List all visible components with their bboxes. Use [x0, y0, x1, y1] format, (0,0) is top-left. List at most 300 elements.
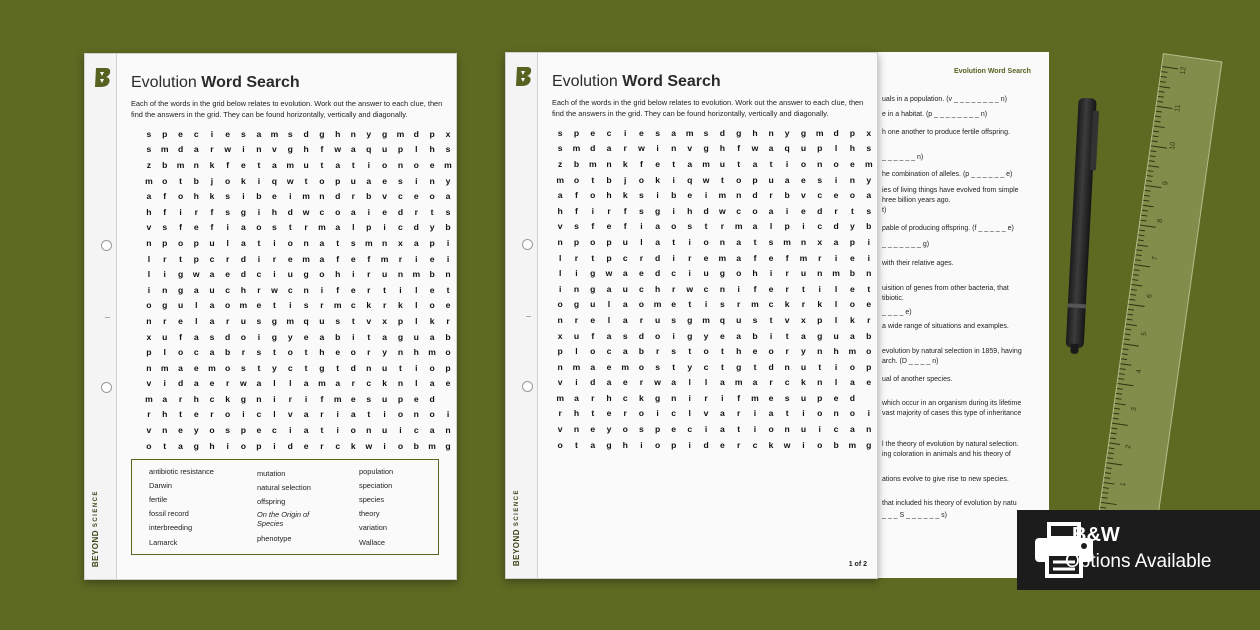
grid-letter: y — [272, 362, 277, 373]
grid-letter: i — [399, 284, 402, 295]
grid-letter: e — [335, 347, 341, 358]
grid-letter: i — [242, 409, 245, 420]
grid-letter: e — [606, 408, 612, 419]
grid-letter: h — [752, 268, 758, 279]
word-list-item: species — [359, 495, 385, 504]
ruler-tick — [1100, 507, 1106, 509]
page-2-header: Evolution Word Search — [954, 68, 1031, 75]
grid-letter: d — [240, 269, 246, 280]
ruler-tick — [1147, 175, 1153, 177]
grid-letter: r — [367, 284, 371, 295]
ruler-tick — [1101, 502, 1117, 505]
grid-letter: u — [573, 330, 580, 341]
clue-text: _ _ _ _ _ _ _ g) — [882, 241, 930, 248]
grid-letter: a — [445, 191, 451, 202]
grid-letter: p — [606, 252, 612, 263]
grid-letter: w — [334, 144, 342, 155]
grid-letter: e — [240, 159, 246, 170]
grid-letter: o — [817, 408, 823, 419]
ruler-tick — [1146, 180, 1152, 182]
grid-letter: e — [303, 331, 309, 342]
grid-letter: n — [146, 362, 152, 373]
ruler-tick — [1124, 333, 1130, 335]
grid-letter: x — [398, 237, 403, 248]
grid-letter: n — [256, 393, 262, 404]
grid-letter: i — [289, 300, 292, 311]
grid-letter: b — [784, 190, 790, 201]
grid-row — [141, 188, 456, 204]
grid-letter: o — [557, 299, 563, 310]
grid-letter: c — [703, 283, 709, 294]
word-list-item: phenotype — [257, 534, 292, 543]
grid-letter: y — [703, 330, 709, 341]
ruler-tick — [1123, 343, 1139, 346]
grid-letter: i — [179, 206, 182, 217]
grid-letter: o — [768, 346, 774, 357]
grid-letter: g — [606, 439, 612, 450]
grid-letter: g — [303, 269, 309, 280]
grid-letter: w — [783, 439, 791, 450]
grid-letter: s — [146, 144, 152, 155]
grid-letter: p — [397, 144, 404, 155]
grid-letter: v — [557, 377, 563, 388]
grid-letter: s — [784, 392, 790, 403]
grid-letter: i — [273, 269, 276, 280]
grid-letter: f — [336, 253, 340, 264]
ruler-number: 8 — [1156, 218, 1165, 224]
grid-letter: r — [304, 222, 308, 233]
grid-row — [552, 375, 877, 391]
grid-letter: p — [671, 439, 677, 450]
grid-row — [141, 157, 456, 173]
grid-letter: b — [671, 190, 677, 201]
grid-letter: a — [606, 377, 612, 388]
word-list-item: natural selection — [257, 483, 311, 492]
grid-letter: h — [209, 440, 215, 451]
grid-letter: s — [272, 222, 277, 233]
grid-letter: a — [240, 237, 246, 248]
grid-letter: r — [320, 440, 324, 451]
grid-letter: m — [572, 361, 581, 372]
grid-letter: m — [702, 314, 710, 325]
grid-letter: m — [380, 253, 389, 264]
ruler-tick — [1131, 289, 1137, 291]
grid-letter: t — [850, 205, 854, 216]
grid-letter: a — [146, 191, 152, 202]
ruler-tick — [1120, 368, 1126, 370]
grid-letter: e — [429, 253, 435, 264]
grid-letter: p — [573, 236, 580, 247]
grid-letter: l — [415, 315, 418, 326]
grid-letter: i — [575, 377, 578, 388]
ruler-tick — [1132, 279, 1138, 281]
grid-letter: a — [209, 347, 215, 358]
grid-letter: l — [289, 378, 292, 389]
grid-letter: s — [366, 393, 372, 404]
ruler-tick — [1130, 294, 1136, 296]
grid-row — [141, 126, 456, 142]
grid-letter: c — [209, 393, 215, 404]
grid-letter: v — [687, 143, 693, 154]
grid-letter: s — [240, 362, 246, 373]
grid-letter: m — [286, 315, 295, 326]
grid-letter: o — [638, 299, 645, 310]
grid-letter: s — [639, 190, 644, 201]
grid-letter: m — [848, 439, 857, 450]
grid-letter: m — [208, 362, 216, 373]
grid-letter: c — [622, 252, 628, 263]
grid-letter: d — [429, 393, 435, 404]
ruler-tick — [1144, 195, 1150, 197]
grid-letter: o — [703, 236, 709, 247]
clue-text: uals in a population. (v _ _ _ _ _ _ _ _ n) — [882, 96, 1007, 103]
grid-letter: h — [271, 206, 278, 217]
grid-letter: e — [256, 300, 262, 311]
grid-letter: r — [241, 347, 246, 358]
grid-letter: e — [590, 314, 596, 325]
ruler-tick — [1115, 398, 1121, 400]
grid-letter: e — [429, 159, 435, 170]
ruler-tick — [1134, 264, 1150, 267]
grid-letter: a — [784, 174, 790, 185]
grid-letter: c — [817, 221, 823, 232]
grid-letter: h — [719, 143, 725, 154]
grid-letter: f — [785, 252, 789, 263]
grid-row — [552, 343, 877, 359]
grid-letter: b — [193, 175, 199, 186]
grid-letter: a — [429, 378, 435, 389]
grid-letter: f — [591, 330, 595, 341]
ruler-tick — [1143, 205, 1154, 208]
margin-strip — [85, 54, 117, 579]
grid-letter: f — [320, 393, 324, 404]
grid-letter: i — [656, 143, 659, 154]
grid-letter: n — [817, 346, 823, 357]
grid-letter: a — [606, 143, 612, 154]
grid-letter: m — [718, 190, 727, 201]
grid-row — [552, 328, 877, 344]
grid-letter: m — [176, 159, 185, 170]
ruler-tick — [1106, 467, 1112, 469]
grid-letter: r — [720, 221, 725, 232]
grid-letter: o — [590, 346, 596, 357]
ruler-tick — [1140, 220, 1146, 222]
grid-letter: e — [445, 378, 451, 389]
grid-letter: t — [272, 300, 276, 311]
grid-letter: n — [736, 190, 742, 201]
grid-letter: w — [192, 269, 200, 280]
grid-letter: x — [382, 315, 387, 326]
grid-row — [552, 172, 877, 188]
grid-letter: f — [226, 159, 230, 170]
bw-options-badge — [1017, 510, 1260, 590]
grid-letter: a — [622, 346, 628, 357]
grid-letter: n — [573, 283, 580, 294]
grid-letter: o — [590, 236, 596, 247]
grid-letter: a — [209, 315, 215, 326]
grid-letter: a — [209, 300, 215, 311]
grid-letter: s — [671, 346, 677, 357]
grid-row — [552, 234, 877, 250]
letter-grid — [552, 125, 877, 452]
grid-letter: m — [318, 378, 326, 389]
ruler-tick — [1139, 230, 1145, 232]
grid-letter: i — [163, 378, 166, 389]
grid-letter: t — [288, 222, 292, 233]
grid-letter: s — [225, 206, 231, 217]
grid-letter: g — [177, 269, 184, 280]
grid-letter: o — [240, 440, 246, 451]
ruler-tick — [1113, 413, 1119, 415]
grid-letter: w — [302, 206, 310, 217]
grid-letter: i — [352, 269, 355, 280]
grid-letter: o — [397, 440, 404, 451]
grid-letter: n — [445, 425, 451, 436]
word-list-item: Lamarck — [149, 538, 178, 547]
grid-letter: q — [784, 143, 790, 154]
grid-letter: i — [818, 424, 821, 435]
grid-letter: o — [177, 191, 184, 202]
grid-letter: c — [736, 205, 742, 216]
grid-letter: s — [445, 144, 451, 155]
grid-letter: y — [784, 127, 790, 138]
grid-letter: l — [273, 409, 276, 420]
grid-letter: i — [802, 408, 805, 419]
grid-letter: u — [736, 314, 742, 325]
ruler-tick — [1136, 254, 1142, 256]
word-list-item: speciation — [359, 481, 393, 490]
grid-letter: r — [639, 314, 644, 325]
grid-letter: o — [849, 190, 855, 201]
grid-letter: s — [655, 361, 661, 372]
grid-letter: k — [655, 174, 661, 185]
grid-letter: v — [784, 314, 790, 325]
grid-letter: u — [240, 315, 246, 326]
grid-letter: l — [704, 377, 708, 388]
grid-letter: p — [397, 315, 404, 326]
grid-letter: e — [178, 128, 183, 139]
grid-row — [141, 422, 456, 438]
grid-row — [552, 125, 877, 141]
grid-row — [141, 282, 456, 298]
grid-letter: f — [737, 392, 741, 403]
grid-letter: s — [639, 205, 644, 216]
grid-letter: w — [224, 144, 232, 155]
grid-letter: t — [446, 284, 450, 295]
grid-letter: i — [834, 174, 838, 185]
grid-letter: m — [718, 252, 727, 263]
grid-letter: u — [800, 143, 807, 154]
grid-letter: m — [653, 299, 662, 310]
ruler-tick — [1143, 200, 1149, 202]
grid-letter: d — [177, 144, 184, 155]
grid-letter: h — [736, 346, 742, 357]
grid-letter: o — [350, 425, 356, 436]
grid-letter: m — [318, 222, 326, 233]
grid-letter: u — [413, 331, 419, 342]
grid-letter: r — [574, 314, 579, 325]
grid-letter: t — [867, 283, 871, 294]
grid-row — [552, 156, 877, 172]
grid-letter: e — [849, 158, 855, 169]
ruler-tick — [1154, 126, 1165, 129]
grid-letter: a — [303, 378, 309, 389]
word-list-item: On the Origin of Species — [257, 510, 310, 528]
clue-text: which occur in an organism during its lifetime — [882, 400, 1022, 407]
grid-letter: a — [335, 378, 341, 389]
grid-letter: k — [639, 392, 644, 403]
grid-letter: i — [785, 158, 789, 169]
grid-letter: p — [866, 361, 872, 372]
grid-letter: c — [671, 268, 677, 279]
grid-letter: a — [801, 330, 806, 341]
grid-letter: e — [350, 393, 356, 404]
grid-letter: c — [622, 392, 628, 403]
grid-letter: a — [319, 253, 325, 264]
grid-letter: v — [287, 409, 293, 420]
grid-letter: n — [146, 315, 152, 326]
grid-letter: k — [622, 190, 628, 201]
grid-letter: s — [146, 128, 152, 139]
grid-letter: i — [336, 425, 339, 436]
ruler-tick — [1118, 378, 1124, 380]
grid-letter: d — [413, 128, 419, 139]
grid-letter: g — [719, 268, 725, 279]
grid-letter: m — [145, 393, 153, 404]
ruler-tick — [1161, 76, 1167, 78]
grid-letter: u — [381, 144, 388, 155]
grid-letter: a — [193, 378, 199, 389]
grid-letter: t — [304, 362, 308, 373]
grid-letter: r — [672, 283, 676, 294]
grid-letter: i — [320, 284, 324, 295]
grid-letter: a — [655, 221, 661, 232]
grid-letter: m — [239, 300, 248, 311]
grid-letter: p — [193, 253, 199, 264]
grid-letter: k — [801, 377, 806, 388]
grid-letter: s — [574, 221, 579, 232]
grid-letter: b — [366, 191, 372, 202]
grid-letter: p — [817, 392, 823, 403]
clue-text: evolution by natural selection in 1859, having — [882, 348, 1022, 355]
grid-letter: r — [834, 205, 838, 216]
grid-letter: g — [736, 361, 742, 372]
grid-letter: y — [687, 361, 693, 372]
grid-letter: i — [289, 425, 292, 436]
grid-letter: o — [429, 409, 435, 420]
grid-letter: d — [225, 331, 231, 342]
ruler-tick — [1141, 215, 1147, 217]
page-title: Evolution Word Search — [131, 74, 300, 91]
grid-letter: m — [428, 347, 436, 358]
ruler-tick — [1113, 418, 1119, 420]
grid-letter: o — [849, 408, 855, 419]
grid-letter: i — [367, 206, 370, 217]
grid-letter: y — [801, 346, 806, 357]
grid-row — [141, 407, 456, 423]
binder-hole — [101, 240, 112, 251]
grid-letter: o — [590, 190, 596, 201]
clue-text: arch. (D _ _ _ _ n) — [882, 358, 939, 365]
grid-letter: u — [319, 315, 325, 326]
grid-letter: m — [556, 174, 564, 185]
grid-letter: f — [623, 221, 627, 232]
grid-letter: t — [383, 284, 387, 295]
grid-letter: e — [413, 393, 419, 404]
grid-letter: r — [210, 409, 214, 420]
grid-letter: s — [639, 424, 644, 435]
grid-letter: r — [163, 253, 167, 264]
grid-letter: g — [271, 315, 278, 326]
grid-letter: o — [225, 362, 231, 373]
grid-letter: o — [866, 346, 872, 357]
grid-letter: b — [849, 268, 855, 279]
grid-row — [552, 359, 877, 375]
grid-letter: v — [382, 191, 387, 202]
grid-letter: r — [226, 253, 230, 264]
clue-text: e in a habitat. (p _ _ _ _ _ _ _ _ n) — [882, 111, 988, 118]
badge-title: B&W — [1072, 524, 1120, 546]
grid-letter: n — [256, 144, 262, 155]
grid-letter: e — [671, 424, 677, 435]
grid-letter: o — [256, 222, 262, 233]
grid-letter: v — [557, 424, 563, 435]
grid-letter: w — [240, 378, 247, 389]
grid-letter: c — [687, 424, 693, 435]
grid-letter: i — [226, 440, 229, 451]
grid-letter: o — [638, 408, 645, 419]
grid-letter: o — [768, 424, 774, 435]
ruler-tick — [1127, 314, 1133, 316]
clue-text: hree billion years ago. — [882, 197, 951, 204]
grid-letter: a — [178, 440, 183, 451]
grid-letter: u — [209, 237, 215, 248]
grid-letter: o — [800, 158, 807, 169]
word-list-item: fertile — [149, 495, 168, 504]
word-list-item: Darwin — [149, 481, 172, 490]
grid-letter: i — [257, 253, 261, 264]
grid-letter: m — [783, 236, 791, 247]
grid-letter: u — [381, 425, 388, 436]
grid-letter: o — [752, 205, 758, 216]
grid-row — [552, 265, 877, 281]
grid-letter: c — [817, 190, 823, 201]
grid-letter: i — [624, 127, 627, 138]
grid-letter: u — [800, 361, 807, 372]
grid-letter: p — [784, 221, 790, 232]
grid-letter: o — [225, 300, 231, 311]
grid-letter: e — [801, 174, 806, 185]
grid-letter: c — [606, 346, 612, 357]
grid-letter: s — [768, 236, 774, 247]
grid-letter: c — [335, 440, 341, 451]
ruler-tick — [1152, 140, 1158, 142]
grid-letter: c — [319, 206, 325, 217]
grid-letter: s — [350, 237, 356, 248]
grid-row — [141, 251, 456, 267]
grid-letter: i — [273, 440, 276, 451]
grid-letter: e — [768, 252, 774, 263]
grid-letter: k — [240, 175, 246, 186]
grid-letter: f — [320, 144, 324, 155]
clue-text: uisition of genes from other bacteria, that — [882, 285, 1009, 292]
grid-letter: f — [163, 191, 167, 202]
grid-letter: e — [703, 252, 709, 263]
grid-letter: e — [590, 424, 596, 435]
grid-letter: c — [703, 361, 709, 372]
grid-letter: l — [415, 284, 418, 295]
grid-letter: t — [272, 347, 276, 358]
